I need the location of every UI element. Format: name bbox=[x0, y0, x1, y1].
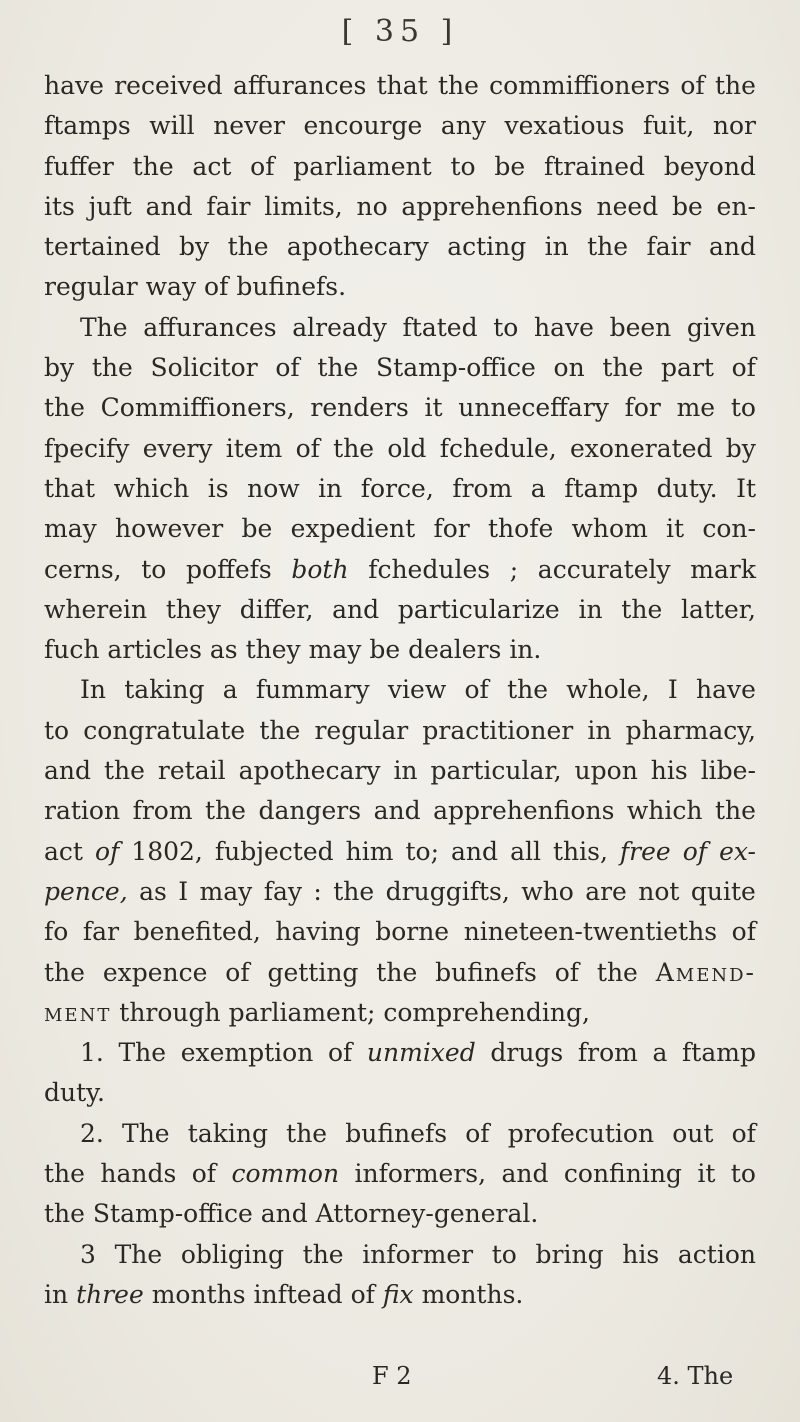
text-line: by the Solicitor of the Stamp-office on the part of bbox=[44, 353, 756, 383]
text-line: the Stamp-office and Attorney-general. bbox=[44, 1199, 539, 1229]
text-line: duty. bbox=[44, 1078, 105, 1108]
text-line: The affurances already ftated to have been given bbox=[80, 312, 756, 342]
signature-mark: F 2 bbox=[372, 1362, 412, 1390]
text-line: its juft and fair limits, no apprehenfions need be en- bbox=[44, 191, 756, 221]
text-line: the hands of common informers, and confining it to bbox=[44, 1159, 756, 1189]
body-text bbox=[44, 66, 756, 1315]
text-line: fpecify every item of the old fchedule, exonerated by bbox=[44, 433, 756, 463]
text-line: pence, as I may fay : the druggifts, who are not quite bbox=[44, 876, 756, 906]
text-line: have received affurances that the commiffioners of the bbox=[44, 71, 756, 100]
catchword: 4. The bbox=[657, 1362, 734, 1390]
text-line: act of 1802, fubjected him to; and all this, free of ex- bbox=[44, 836, 756, 866]
text-line: in three months inftead of fix months. bbox=[44, 1279, 524, 1309]
text-line: 1. The exemption of unmixed drugs from a ftamp bbox=[80, 1038, 756, 1068]
text-line: and the retail apothecary in particular, upon his libe- bbox=[44, 756, 756, 786]
text-line: wherein they differ, and particularize in the latter, bbox=[44, 594, 756, 624]
text-line: may however be expedient for thofe whom it con- bbox=[44, 514, 756, 544]
text-line: 3 The obliging the informer to bring his action bbox=[80, 1239, 756, 1269]
page-footer bbox=[0, 1362, 800, 1402]
text-line: ment through parliament; comprehending, bbox=[44, 997, 590, 1027]
text-line: In taking a fummary view of the whole, I have bbox=[80, 675, 756, 705]
text-line: regular way of bufinefs. bbox=[44, 272, 347, 302]
text-line: the Commiffioners, renders it unneceffary for me to bbox=[44, 393, 756, 423]
page-number-header: [ 35 ] bbox=[341, 14, 459, 49]
text-line: cerns, to poffefs both fchedules ; accurately mark bbox=[44, 554, 756, 584]
text-line: fuch articles as they may be dealers in. bbox=[44, 635, 542, 665]
text-line: tertained by the apothecary acting in the fair and bbox=[44, 232, 756, 262]
text-line: fuffer the act of parliament to be ftrained beyond bbox=[44, 151, 756, 181]
text-line: fo far benefited, having borne nineteen-twentieths of bbox=[44, 917, 756, 947]
text-line: ftamps will never encourge any vexatious fuit, nor bbox=[44, 111, 756, 141]
text-line: to congratulate the regular practitioner in pharmacy, bbox=[44, 715, 756, 745]
text-line: ration from the dangers and apprehenfions which the bbox=[44, 796, 756, 826]
text-line: that which is now in force, from a ftamp duty. It bbox=[44, 473, 756, 503]
text-line: 2. The taking the bufinefs of profecution out of bbox=[80, 1118, 756, 1148]
text-line: the expence of getting the bufinefs of the Amend- bbox=[44, 957, 756, 987]
